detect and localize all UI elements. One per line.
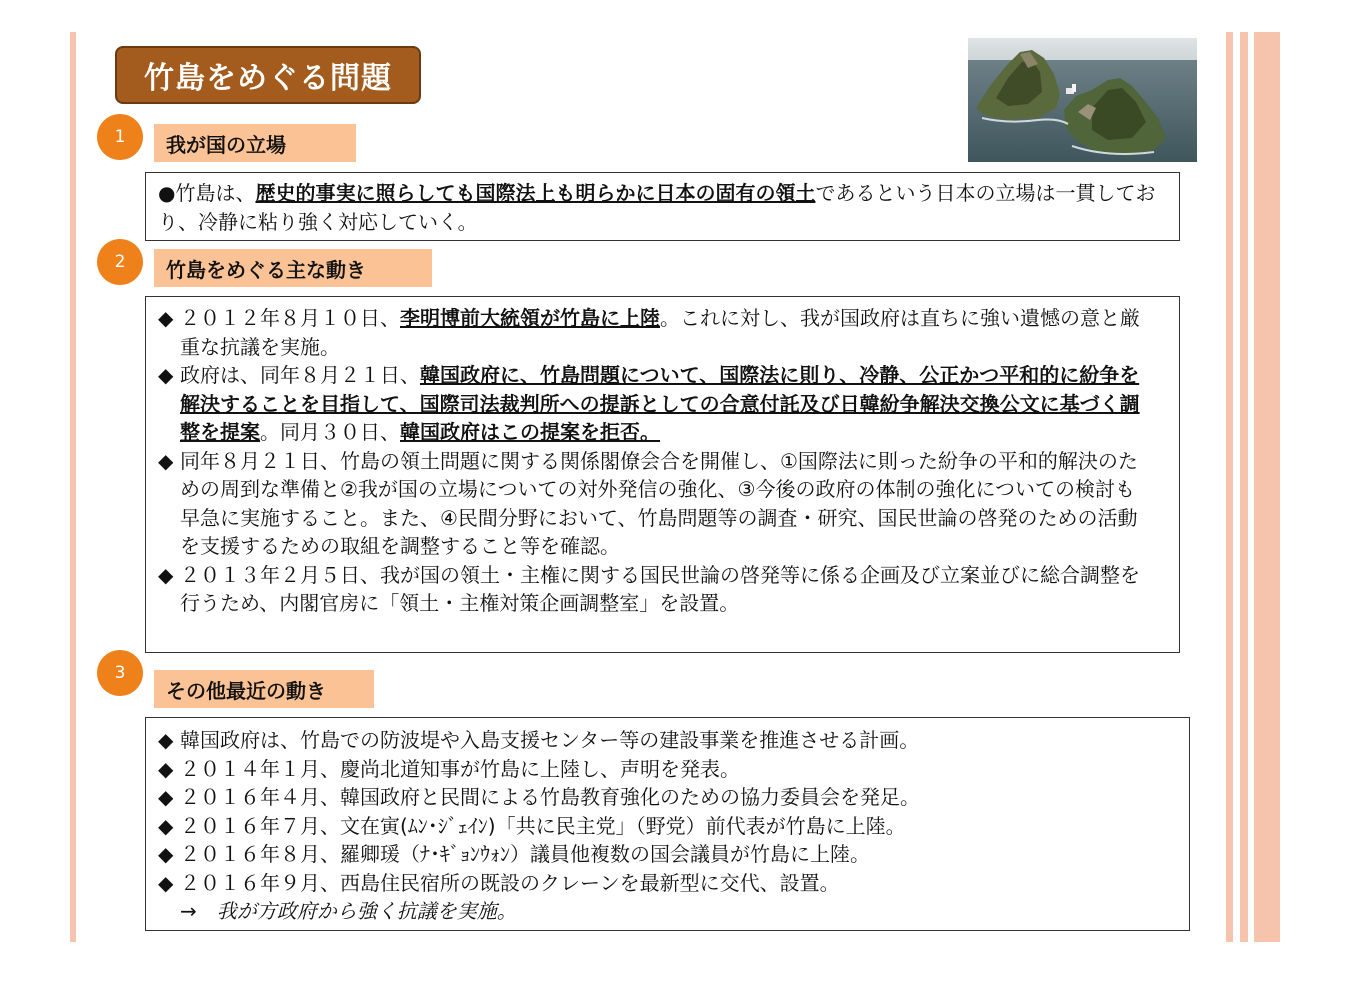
list-item: ◆ 韓国政府は、竹島での防波堤や入島支援センター等の建設事業を推進させる計画。 bbox=[158, 726, 1177, 755]
diamond-bullet-icon: ◆ bbox=[158, 870, 174, 895]
emphasized-text: 李明博前大統領が竹島に上陸 bbox=[400, 306, 660, 330]
diamond-bullet-icon: ◆ bbox=[158, 728, 174, 752]
list-item: ◆ ２０１６年９月、西島住民宿所の既設のクレーンを最新型に交代、設置。 bbox=[158, 869, 1177, 898]
takeshima-island-photo bbox=[968, 38, 1197, 162]
island-photo-icon bbox=[968, 38, 1197, 162]
section-number-1: 1 bbox=[97, 114, 143, 160]
left-decorative-stripe bbox=[70, 32, 76, 942]
emphasized-text: 歴史的事実に照らしても国際法上も明らかに日本の固有の領土 bbox=[255, 181, 816, 205]
emphasized-text: 韓国政府はこの提案を拒否。 bbox=[400, 420, 660, 444]
protest-note bbox=[158, 897, 1177, 926]
bullet-dot-icon: ● bbox=[158, 181, 176, 205]
position-statement: ●竹島は、歴史的事実に照らしても国際法上も明らかに日本の固有の領土であるという日本の立場は一貫しており、冷静に粘り強く対応していく。 bbox=[158, 181, 1156, 234]
right-decorative-stripe bbox=[1254, 32, 1280, 942]
list-item: ◆ 同年８月２１日、竹島の領土問題に関する関係閣僚会合を開催し、①国際法に則った紛争の平和的解決のための周到な準備と②我が国の立場についての対外発信の強化、③今後の政府の体制の強化についての検討も早急に実施すること。また、④民間分野において、竹島問題等の調査・研究、国民世論の啓発のための活動を支援するための取組を調整すること等を確認。 bbox=[158, 448, 1138, 558]
emphasized-text: 韓国政府に、竹島問題について、国際法に則り、冷静、公正かつ平和的に紛争を解決することを目指して、国際司法裁判所への提訴としての合意付託及び日韓紛争解決交換公文に基づく調整を提案 bbox=[180, 363, 1140, 444]
section-number-2: 2 bbox=[97, 239, 143, 285]
list-item: ◆ ２０１６年４月、韓国政府と民間による竹島教育強化のための協力委員会を発足。 bbox=[158, 783, 1177, 812]
page-title-box bbox=[115, 46, 421, 104]
list-item: ◆ ２０１６年７月、文在寅(ﾑﾝ･ｼﾞｪｲﾝ)「共に民主党」（野党）前代表が竹島に上陸。 bbox=[158, 812, 1177, 841]
diamond-bullet-icon: ◆ bbox=[158, 306, 174, 330]
arrow-right-icon: → bbox=[180, 899, 197, 923]
section-heading-2: 竹島をめぐる主な動き bbox=[154, 249, 432, 287]
section-heading-1: 我が国の立場 bbox=[154, 124, 356, 162]
diamond-bullet-icon: ◆ bbox=[158, 363, 174, 387]
diamond-bullet-icon: ◆ bbox=[158, 448, 174, 473]
list-item: ◆ ２０１２年８月１０日、李明博前大統領が竹島に上陸。これに対し、我が国政府は直ちに強い遺憾の意と厳重な抗議を実施。 bbox=[158, 306, 1140, 359]
right-decorative-stripe bbox=[1226, 32, 1233, 942]
section-heading-3: その他最近の動き bbox=[154, 670, 374, 708]
list-item: ◆ 政府は、同年８月２１日、韓国政府に、竹島問題について、国際法に則り、冷静、公正かつ平和的に紛争を解決することを目指して、国際司法裁判所への提訴としての合意付託及び日韓紛争解決交換公文に基づく調整を提案。同月３０日、韓国政府はこの提案を拒否。 bbox=[158, 363, 1140, 444]
list-item: ◆ ２０１６年８月、羅卿瑗（ﾅ･ｷﾞｮﾝｳｫﾝ）議員他複数の国会議員が竹島に上陸。 bbox=[158, 840, 1177, 869]
diamond-bullet-icon: ◆ bbox=[158, 842, 174, 866]
section-number-3: 3 bbox=[97, 650, 143, 696]
list-item: ◆ ２０１３年２月５日、我が国の領土・主権に関する国民世論の啓発等に係る企画及び立案並びに総合調整を行うため、内閣官房に「領土・主権対策企画調整室」を設置。 bbox=[158, 562, 1140, 615]
recent-movements-box bbox=[145, 717, 1190, 931]
diamond-bullet-icon: ◆ bbox=[158, 813, 174, 838]
diamond-bullet-icon: ◆ bbox=[158, 562, 174, 587]
diamond-bullet-icon: ◆ bbox=[158, 785, 174, 809]
diamond-bullet-icon: ◆ bbox=[158, 756, 174, 781]
page-title: 竹島をめぐる問題 bbox=[144, 61, 392, 96]
protest-note-text: 我が方政府から強く抗議を実施。 bbox=[216, 899, 517, 923]
right-decorative-stripe bbox=[1240, 32, 1248, 942]
list-item: ◆ ２０１４年１月、慶尚北道知事が竹島に上陸し、声明を発表。 bbox=[158, 755, 1177, 784]
position-statement-box bbox=[145, 172, 1180, 241]
main-movements-box bbox=[145, 296, 1180, 653]
